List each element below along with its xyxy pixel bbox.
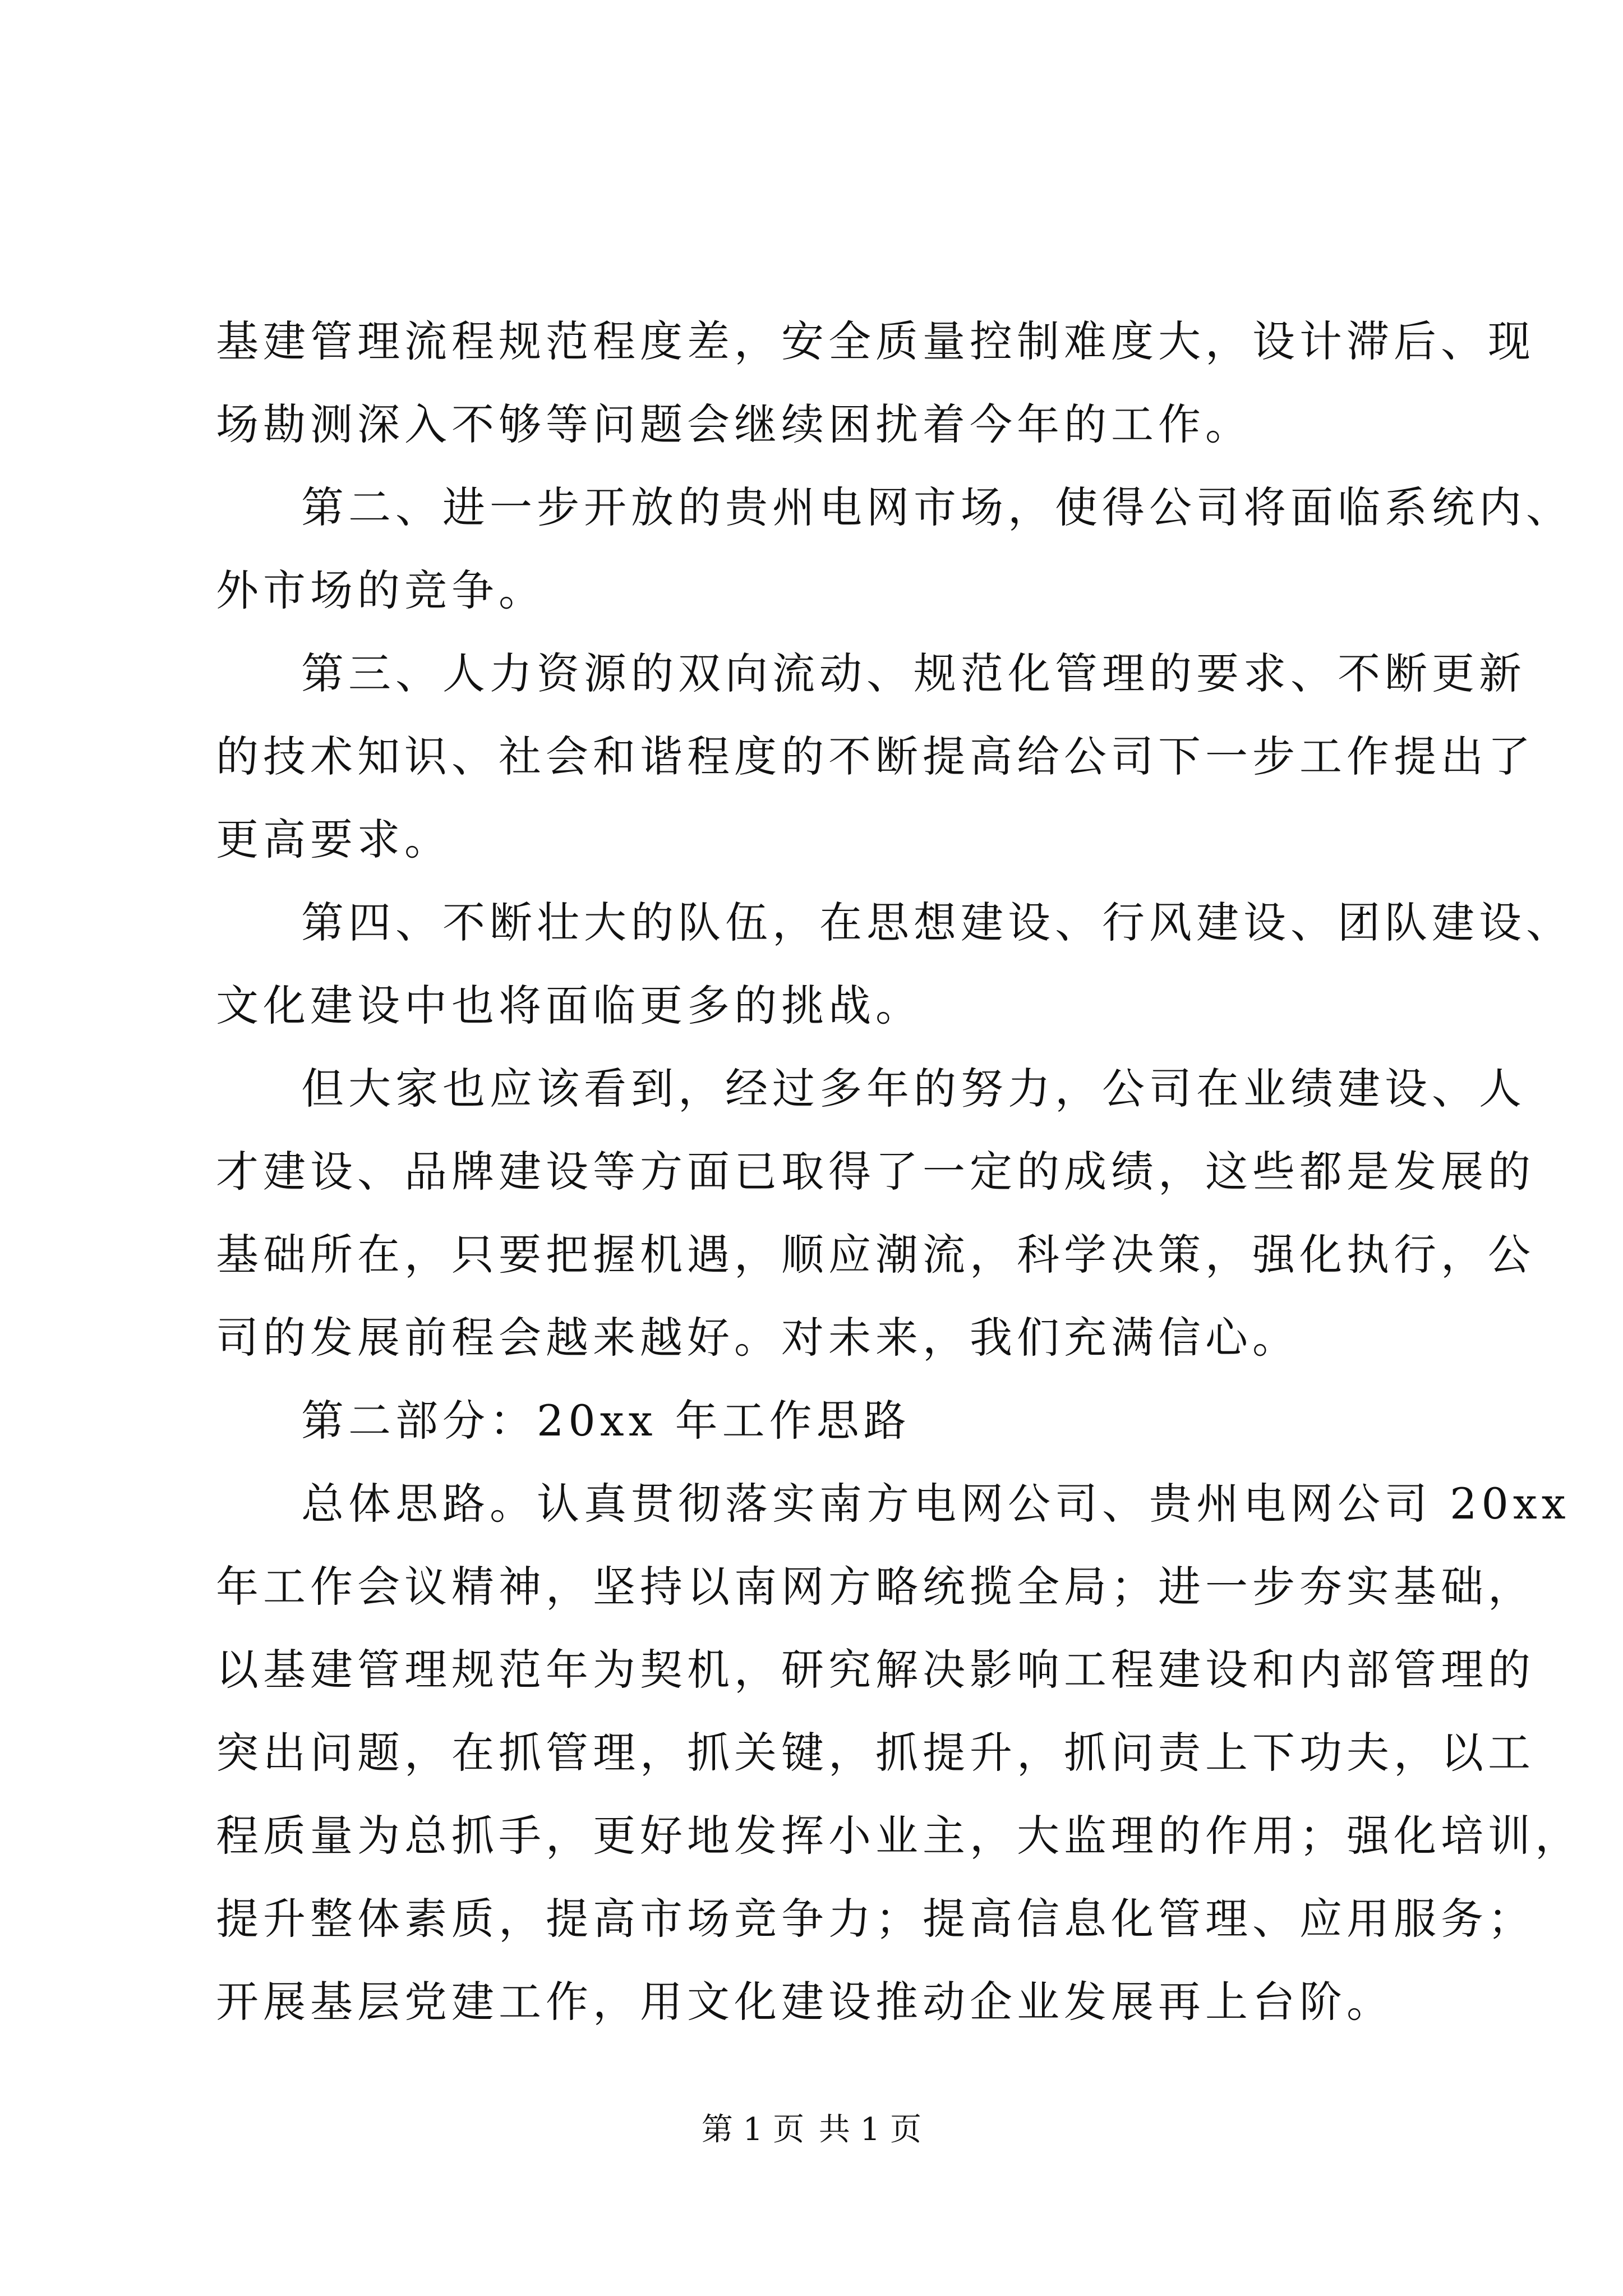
text-line: 基础所在，只要把握机遇，顺应潮流，科学决策，强化执行，公	[216, 1230, 1535, 1280]
text-line: 提升整体素质，提高市场竞争力；提高信息化管理、应用服务；	[216, 1894, 1535, 1944]
document-body	[216, 300, 1582, 2044]
page-number: 第 1 页	[701, 2111, 805, 2148]
text-line: 第四、不断壮大的队伍，在思想建设、行风建设、团队建设、	[301, 898, 1573, 947]
text-line: 外市场的竞争。	[216, 565, 546, 615]
text-line: 第三、人力资源的双向流动、规范化管理的要求、不断更新	[301, 648, 1526, 698]
text-line: 程质量为总抓手，更好地发挥小业主，大监理的作用；强化培训，	[216, 1811, 1582, 1861]
page-total: 共 1 页	[818, 2111, 922, 2148]
text-line: 基建管理流程规范程度差，安全质量控制难度大，设计滞后、现	[216, 316, 1535, 366]
text-line: 开展基层党建工作，用文化建设推动企业发展再上台阶。	[216, 1977, 1394, 2027]
text-line: 以基建管理规范年为契机，研究解决影响工程建设和内部管理的	[216, 1645, 1535, 1695]
text-line: 的技术知识、社会和谐程度的不断提高给公司下一步工作提出了	[216, 731, 1535, 781]
text-line: 场勘测深入不够等问题会继续困扰着今年的工作。	[216, 399, 1252, 449]
text-line: 更高要求。	[216, 815, 451, 864]
page-footer	[0, 2110, 1623, 2150]
text-line: 年工作会议精神，坚持以南网方略统揽全局；进一步夯实基础，	[216, 1562, 1535, 1612]
section-heading: 第二部分：20xx 年工作思路	[301, 1396, 911, 1446]
text-line: 文化建设中也将面临更多的挑战。	[216, 981, 923, 1030]
text-line: 司的发展前程会越来越好。对未来，我们充满信心。	[216, 1313, 1299, 1363]
text-line: 才建设、品牌建设等方面已取得了一定的成绩，这些都是发展的	[216, 1147, 1535, 1197]
text-line: 突出问题，在抓管理，抓关键，抓提升，抓问责上下功夫，以工	[216, 1728, 1535, 1778]
text-line: 第二、进一步开放的贵州电网市场，使得公司将面临系统内、	[301, 482, 1573, 532]
text-line: 但大家也应该看到，经过多年的努力，公司在业绩建设、人	[301, 1064, 1526, 1114]
text-line: 总体思路。认真贯彻落实南方电网公司、贵州电网公司 20xx	[301, 1479, 1570, 1529]
